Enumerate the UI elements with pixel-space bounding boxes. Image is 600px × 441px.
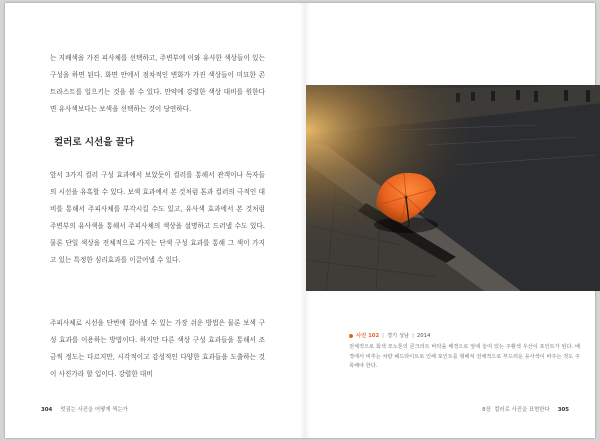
- caption-label: 사진 102: [356, 333, 380, 339]
- book-spread: [5, 3, 595, 438]
- caption-place: 경기 성남: [386, 333, 410, 339]
- caption-bullet-icon: [349, 334, 353, 338]
- photo-umbrella-illustration: [306, 85, 600, 291]
- right-page-footer: [482, 405, 577, 413]
- photo-umbrella-street: [306, 85, 600, 291]
- body-paragraph: 주피사체로 시선을 단번에 잡아낼 수 있는 가장 쉬운 방법은 물론 보색 구성 효과를 이용하는 방법이다. 하지만 다른 색상 구성 효과들을 통해서 조금씩 정도는 다르지만, 시각적이고 감성적인 다양한 효과들을 도출하는 것이 사진가라 할 입이다. 강렬한 대비: [50, 319, 265, 379]
- page-number: 304: [41, 407, 53, 413]
- caption-year: 2014: [416, 333, 431, 339]
- section-heading: 컬러로 시선을 끌다: [54, 137, 135, 148]
- chapter-label: 8장: [482, 407, 491, 413]
- photo-caption-text: 전체적으로 회색 모노톤의 콘크리트 바닥을 배경으로 앞에 놓여 있는 주황색 우산이 포인트가 된다. 배경에서 비추는 차량 헤드라이트로 인해 포인트를 형해져 전체적으로 부드러운 유사색이 바주는 것도 주목해야 한다.: [349, 344, 580, 369]
- body-paragraph: 는 지배색을 가진 피사체를 선택하고, 주변부에 이와 유사한 색상들이 있는 구성을 하면 된다. 화면 안에서 점차적인 변화가 가진 색상들이 미묘한 콘트라스트를 일으키는 것을 볼 수 있다. 만약에 강렬한 색상 대비를 원한다면 유사색보다는 보색을 선택하는 것이 당연하다.: [50, 54, 265, 114]
- page-number: 305: [557, 407, 569, 413]
- body-paragraph: 앞서 3가지 컬러 구성 효과에서 보았듯이 컬러를 통해서 관객이나 독자들의 시선을 유혹할 수 있다. 보색 효과에서 본 것처럼 톤과 컬러의 극적인 대비를 통해서 주피사체를 부각시킬 수도 있고, 유사색 효과에서 본 것처럼 주변부의 유사색을 통해서 주피사체의 색상을 설명하고 드러낼 수도 있다. 물론 단일 색상을 전체적으로 가지는 단색 구성 효과를 통해 그 색이 가지고 있는 특정한 심리효과를 이끌어낼 수 있다.: [50, 171, 265, 265]
- left-page-footer: [33, 405, 128, 413]
- running-title: 멋짐는 사진을 어떻게 찍는가: [60, 407, 128, 413]
- running-title: 컬러로 사진을 표현한다: [494, 407, 550, 413]
- photo-caption-header: 사진 102 | 경기 성남 | 2014: [349, 331, 430, 339]
